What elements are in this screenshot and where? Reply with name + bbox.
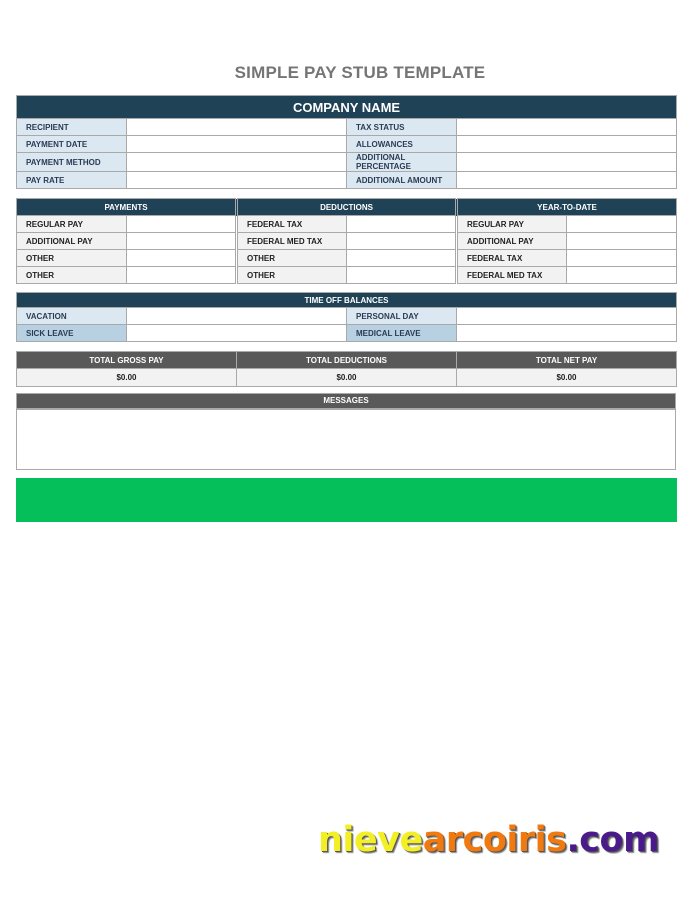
sick-leave-field[interactable]: [127, 325, 347, 342]
payment-date-field[interactable]: [127, 136, 347, 153]
deductions-row-value[interactable]: [347, 267, 457, 284]
additional-percentage-field[interactable]: [457, 153, 677, 172]
total-net-label: TOTAL NET PAY: [457, 352, 677, 369]
tax-status-label: TAX STATUS: [347, 119, 457, 136]
total-net-value: $0.00: [457, 369, 677, 387]
personal-day-label: PERSONAL DAY: [347, 308, 457, 325]
messages-field[interactable]: [17, 409, 676, 470]
total-gross-value: $0.00: [17, 369, 237, 387]
payment-method-label: PAYMENT METHOD: [17, 153, 127, 172]
additional-percentage-label: ADDITIONAL PERCENTAGE: [347, 153, 457, 172]
deductions-row-label: FEDERAL MED TAX: [237, 233, 347, 250]
deductions-row-value[interactable]: [347, 233, 457, 250]
additional-amount-field[interactable]: [457, 172, 677, 189]
vacation-field[interactable]: [127, 308, 347, 325]
ytd-row-value[interactable]: [567, 233, 677, 250]
ytd-row-label: FEDERAL TAX: [457, 250, 567, 267]
medical-leave-field[interactable]: [457, 325, 677, 342]
page-title: SIMPLE PAY STUB TEMPLATE: [234, 63, 486, 82]
recipient-label: RECIPIENT: [17, 119, 127, 136]
allowances-label: ALLOWANCES: [347, 136, 457, 153]
deductions-row-label: OTHER: [237, 267, 347, 284]
payments-row-label: OTHER: [17, 267, 127, 284]
payment-method-field[interactable]: [127, 153, 347, 172]
payment-date-label: PAYMENT DATE: [17, 136, 127, 153]
medical-leave-label: MEDICAL LEAVE: [347, 325, 457, 342]
ytd-row-label: FEDERAL MED TAX: [457, 267, 567, 284]
deductions-row-value[interactable]: [347, 216, 457, 233]
time-off-section: [16, 292, 676, 342]
earnings-section: [16, 198, 676, 284]
payments-row-value[interactable]: [127, 233, 237, 250]
payments-row-value[interactable]: [127, 250, 237, 267]
payments-row-label: OTHER: [17, 250, 127, 267]
personal-day-field[interactable]: [457, 308, 677, 325]
company-info-section: [16, 95, 676, 189]
payments-row-label: ADDITIONAL PAY: [17, 233, 127, 250]
additional-amount-label: ADDITIONAL AMOUNT: [347, 172, 457, 189]
recipient-field[interactable]: [127, 119, 347, 136]
totals-section: [16, 351, 676, 387]
ytd-row-value[interactable]: [567, 267, 677, 284]
watermark-logo: nievearcoiris.com: [318, 820, 660, 860]
payments-row-value[interactable]: [127, 216, 237, 233]
deductions-row-label: OTHER: [237, 250, 347, 267]
pay-rate-field[interactable]: [127, 172, 347, 189]
messages-section: [16, 393, 676, 470]
time-off-header: TIME OFF BALANCES: [17, 293, 677, 308]
sick-leave-label: SICK LEAVE: [17, 325, 127, 342]
total-deductions-value: $0.00: [237, 369, 457, 387]
ytd-row-label: ADDITIONAL PAY: [457, 233, 567, 250]
green-banner: [16, 478, 677, 522]
vacation-label: VACATION: [17, 308, 127, 325]
ytd-header: YEAR-TO-DATE: [457, 199, 677, 216]
payments-header: PAYMENTS: [17, 199, 237, 216]
payments-row-label: REGULAR PAY: [17, 216, 127, 233]
total-deductions-label: TOTAL DEDUCTIONS: [237, 352, 457, 369]
payments-row-value[interactable]: [127, 267, 237, 284]
company-name: COMPANY NAME: [17, 96, 677, 119]
total-gross-label: TOTAL GROSS PAY: [17, 352, 237, 369]
deductions-header: DEDUCTIONS: [237, 199, 457, 216]
tax-status-field[interactable]: [457, 119, 677, 136]
ytd-row-label: REGULAR PAY: [457, 216, 567, 233]
allowances-field[interactable]: [457, 136, 677, 153]
ytd-row-value[interactable]: [567, 250, 677, 267]
deductions-row-label: FEDERAL TAX: [237, 216, 347, 233]
deductions-row-value[interactable]: [347, 250, 457, 267]
messages-header: MESSAGES: [17, 394, 676, 409]
pay-rate-label: PAY RATE: [17, 172, 127, 189]
ytd-row-value[interactable]: [567, 216, 677, 233]
